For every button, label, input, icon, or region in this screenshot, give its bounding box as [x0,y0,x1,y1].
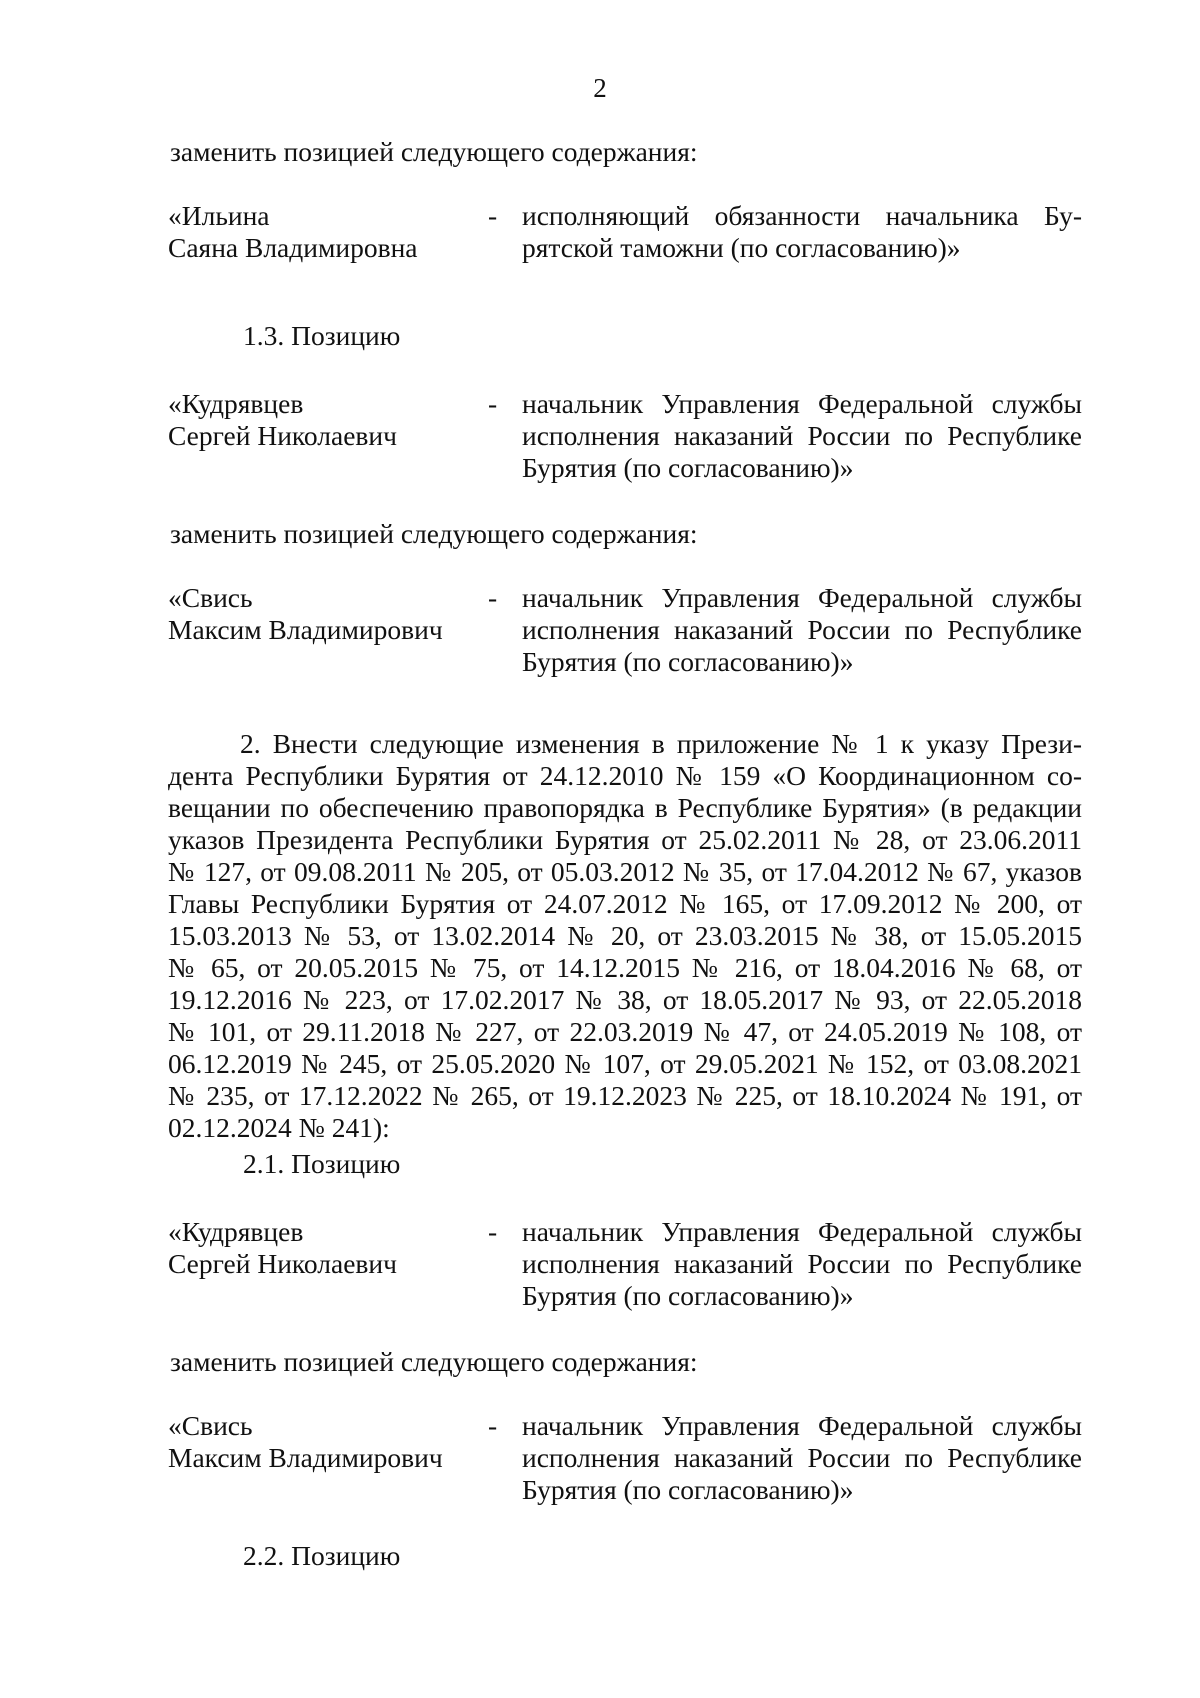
paragraph-line: № 65, от 20.05.2015 № 75, от 14.12.2015 № 216, от 18.04.2016 № 68, от [168,952,1082,983]
entry-name-line: Сергей Николаевич [168,420,397,451]
entry-description-line: начальник Управления Федеральной службы [522,388,1082,419]
paragraph-line: 19.12.2016 № 223, от 17.02.2017 № 38, от 18.05.2017 № 93, от 22.05.2018 [168,984,1082,1015]
entry-dash: - [488,1216,498,1247]
entry-name-line: Максим Владимирович [168,1442,443,1473]
paragraph-line: указов Президента Республики Бурятия от 25.02.2011 № 28, от 23.06.2011 [168,824,1082,855]
paragraph-line: Главы Республики Бурятия от 24.07.2012 № 165, от 17.09.2012 № 200, от [168,888,1082,919]
entry-name-line: «Свись [168,1410,253,1441]
entry-dash: - [488,200,498,231]
entry-description-line: начальник Управления Федеральной службы [522,582,1082,613]
entry-description [522,1216,1082,1312]
entry-name [168,582,468,646]
entry-name [168,1410,468,1474]
item-1-3-heading: 1.3. Позицию [243,320,401,351]
entry-description-line: исполнения наказаний России по Республике [522,1442,1082,1473]
paragraph-line: № 101, от 29.11.2018 № 227, от 22.03.2019 № 47, от 24.05.2019 № 108, от [168,1016,1082,1047]
entry-description-line: исполнения наказаний России по Республике [522,420,1082,451]
entry-description-line: Бурятия (по согласованию)» [522,646,854,677]
entry-description [522,582,1082,678]
entry-description-line: начальник Управления Федеральной службы [522,1216,1082,1247]
entry-description-line: исполнения наказаний России по Республике [522,1248,1082,1279]
entry-name-line: Максим Владимирович [168,614,443,645]
entry-name-line: «Свись [168,582,253,613]
entry-description-line: рятской таможни (по согласованию)» [522,232,961,263]
entry-name-line: «Кудрявцев [168,388,304,419]
entry-name [168,388,468,452]
replace-instruction-1: заменить позицией следующего содержания: [170,136,698,167]
replace-instruction-2: заменить позицией следующего содержания: [170,518,698,549]
replace-instruction-3: заменить позицией следующего содержания: [170,1346,698,1377]
entry-description-line: Бурятия (по согласованию)» [522,1280,854,1311]
entry-description-line: исполняющий обязанности начальника Бу- [522,200,1082,231]
entry-name-line: Саяна Владимировна [168,232,418,263]
entry-name [168,200,468,264]
entry-dash: - [488,1410,498,1441]
entry-description-line: Бурятия (по согласованию)» [522,1474,854,1505]
entry-name-line: Сергей Николаевич [168,1248,397,1279]
paragraph-line: № 235, от 17.12.2022 № 265, от 19.12.2023 № 225, от 18.10.2024 № 191, от [168,1080,1082,1111]
paragraph-line: дента Республики Бурятия от 24.12.2010 № 159 «О Координационном со- [168,760,1082,791]
entry-description-line: начальник Управления Федеральной службы [522,1410,1082,1441]
paragraph-line: 15.03.2013 № 53, от 13.02.2014 № 20, от 23.03.2015 № 38, от 15.05.2015 [168,920,1082,951]
entry-name-line: «Кудрявцев [168,1216,304,1247]
entry-description [522,1410,1082,1506]
paragraph-2 [168,728,1082,1144]
paragraph-line: 02.12.2024 № 241): [168,1112,390,1143]
entry-description-line: исполнения наказаний России по Республике [522,614,1082,645]
paragraph-line: вещании по обеспечению правопорядка в Республике Бурятия» (в редакции [168,792,1082,823]
page-number: 2 [593,73,607,103]
entry-name [168,1216,468,1280]
paragraph-line: 2. Внести следующие изменения в приложение № 1 к указу Прези- [240,728,1082,759]
paragraph-line: 06.12.2019 № 245, от 25.05.2020 № 107, от 29.05.2021 № 152, от 03.08.2021 [168,1048,1082,1079]
item-2-1-heading: 2.1. Позицию [243,1148,401,1179]
paragraph-line: № 127, от 09.08.2011 № 205, от 05.03.2012 № 35, от 17.04.2012 № 67, указов [168,856,1082,887]
entry-description-line: Бурятия (по согласованию)» [522,452,854,483]
entry-dash: - [488,388,498,419]
entry-description [522,200,1082,264]
entry-dash: - [488,582,498,613]
entry-name-line: «Ильина [168,200,270,231]
entry-description [522,388,1082,484]
item-2-2-heading: 2.2. Позицию [243,1540,401,1571]
